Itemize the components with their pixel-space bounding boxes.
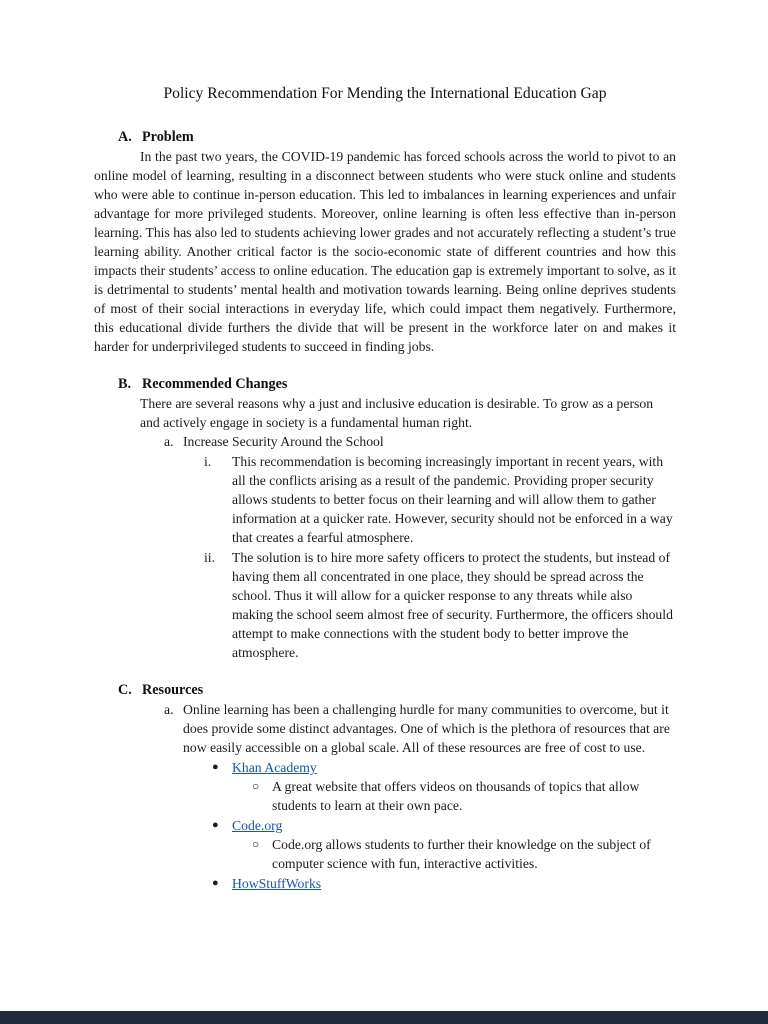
resources-intro-item [164,700,676,757]
resources-a-text: Online learning has been a challenging hurdle for many communities to overcome, but it does provide some distinct advantages. One of which is the plethora of resources that are now easily accessible on a global scale. All of these resources are free of cost to use. [183,702,670,755]
roman-ii-marker: ii. [204,550,216,565]
roman-i-marker: i. [204,454,212,469]
list-item-increase-security [164,432,676,451]
bullet-icon: ● [212,761,219,773]
section-a-label: A. [118,129,132,145]
circle-bullet-icon: ○ [252,837,260,851]
roman-ii-text: The solution is to hire more safety officers to protect the students, but instead of having them all concentrated in one place, they should be spread across the school. Thus it will allow for a quicker response to any threats while also making the school seem almost free of security. Furthermore, the officers should attempt to make connections with the student body to better improve the atmosphere. [232,550,673,660]
list-item-roman-ii [194,548,676,662]
list-item-a-marker: a. [164,434,174,449]
section-c-label: C. [118,682,132,698]
code-org-link[interactable]: Code.org [232,818,283,833]
circle-bullet-icon: ○ [252,779,260,793]
resources-a-marker: a. [164,702,174,717]
section-c-heading [118,681,676,700]
list-item-roman-i [194,452,676,547]
section-b-heading [118,375,676,394]
section-b-label: B. [118,376,132,392]
section-a-heading [118,128,676,147]
section-c-heading-text: Resources [142,682,204,698]
resource-howstuffworks [212,874,676,893]
resource-khan-academy-desc [252,777,676,815]
resource-code-org [212,816,676,835]
page-title: Policy Recommendation For Mending the International Education Gap [163,85,607,102]
bullet-icon: ● [212,819,219,831]
khan-academy-link[interactable]: Khan Academy [232,760,317,775]
section-b-heading-text: Recommended Changes [142,376,288,392]
bullet-icon: ● [212,877,219,889]
roman-i-text: This recommendation is becoming increasingly important in recent years, with all the conflicts arising as a result of the pandemic. Providing proper security allows students to better focus on their learning and will allow them to gather information at a quicker rate. However, security should not be enforced in a way that creates a fearful atmosphere. [232,454,673,545]
problem-paragraph: In the past two years, the COVID-19 pandemic has forced schools across the world to pivot to an online model of learning, resulting in a disconnect between students who were stuck online and students who were able to continue in-person education. This led to imbalances in learning experiences and unfair advantage for more privileged students. Moreover, online learning is often less effective than in-person learning. This has also led to students achieving lower grades and not accurately reflecting a student’s true learning ability. Another critical factor is the socio-economic state of different countries and how this impacts their students’ access to online education. The education gap is extremely important to solve, as it is detrimental to students’ mental health and motivation towards learning. Being online deprives students of most of their social interactions in everyday life, which could impact them negatively. Furthermore, this educational divide furthers the divide that will be present in the workforce later on and makes it harder for underprivileged students to succeed in finding jobs. [94,149,676,354]
code-org-description: Code.org allows students to further their knowledge on the subject of computer science with fun, interactive activities. [272,837,651,871]
list-item-a-title: Increase Security Around the School [183,434,384,449]
resource-khan-academy [212,758,676,777]
khan-academy-description: A great website that offers videos on thousands of topics that allow students to learn at their own pace. [272,779,640,813]
resource-code-org-desc [252,835,676,873]
section-a-heading-text: Problem [142,129,194,145]
recommended-changes-intro: There are several reasons why a just and inclusive education is desirable. To grow as a person and actively engage in society is a fundamental human right. [140,396,654,430]
howstuffworks-link[interactable]: HowStuffWorks [232,876,322,891]
viewer-footer-bar [0,1011,768,1024]
